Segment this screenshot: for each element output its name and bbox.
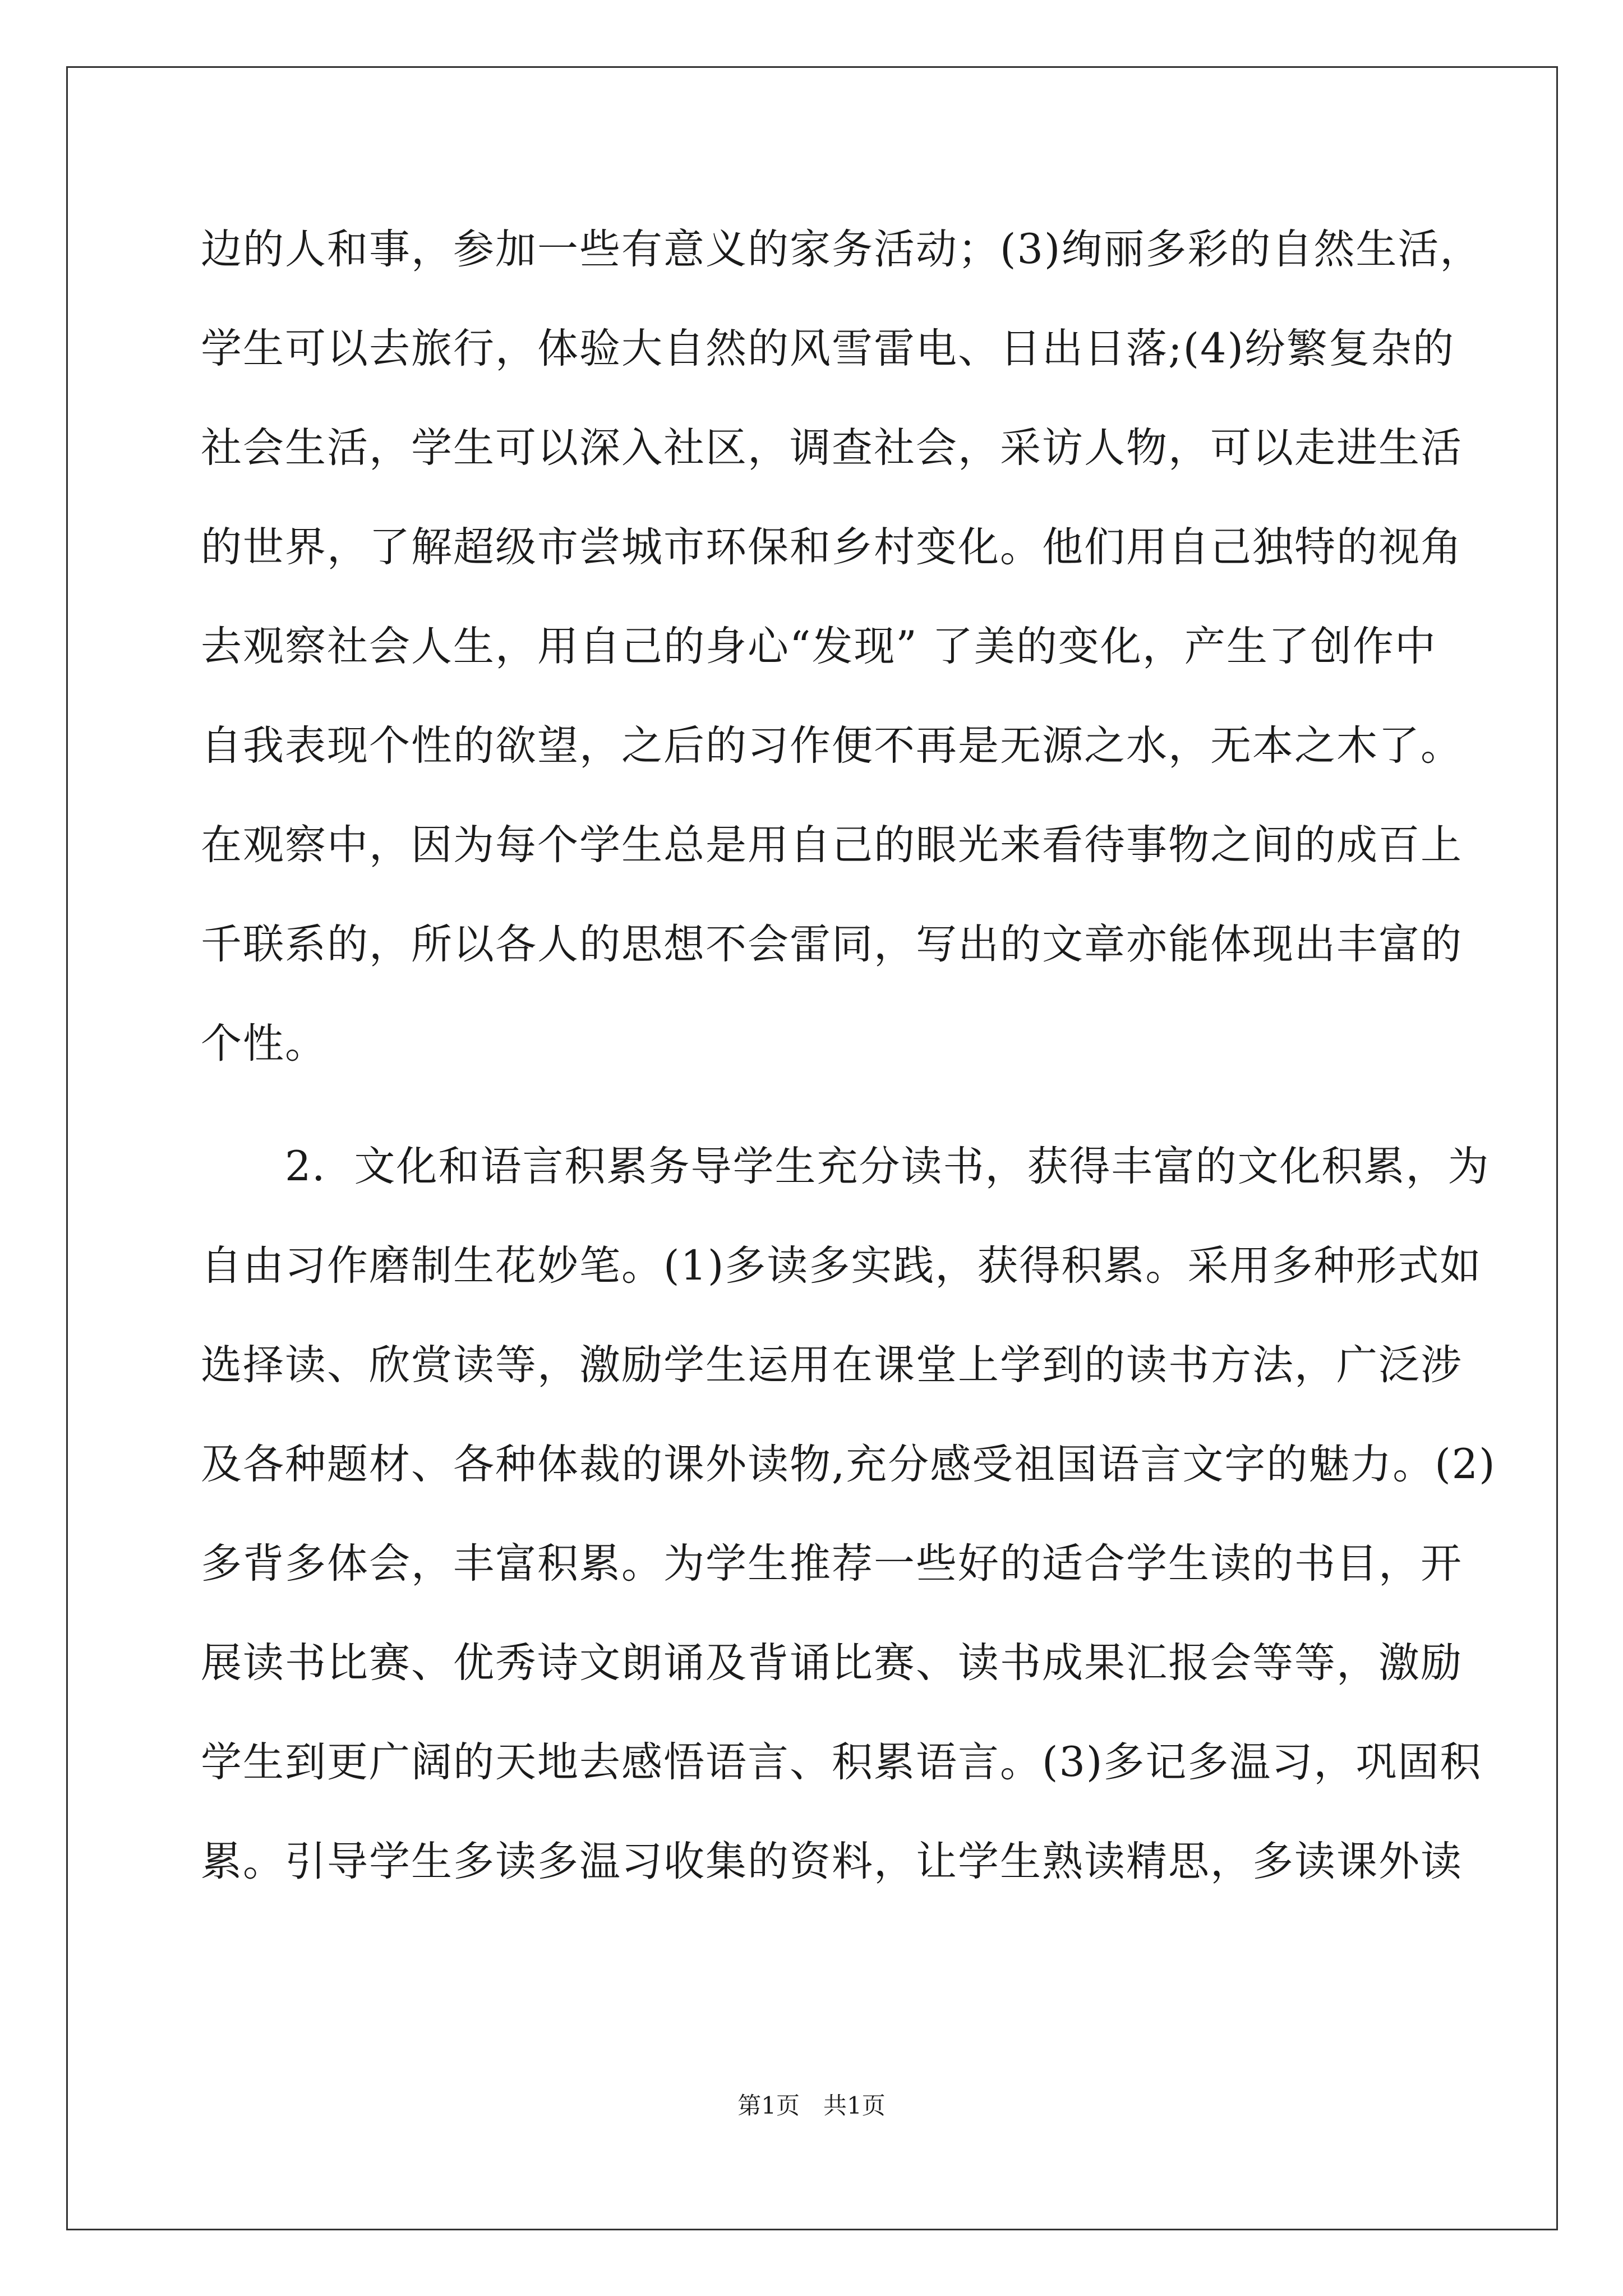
text-line: 去观察社会人生，用自己的身心“发现” 了美的变化，产生了创作中 <box>201 623 1437 670</box>
text-line: 多背多体会，丰富积累。为学生推荐一些好的适合学生读的书目，开 <box>201 1540 1463 1588</box>
page-number-footer: 第1页 共1页 <box>737 2092 886 2119</box>
text-line: 累。引导学生多读多温习收集的资料，让学生熟读精思，多读课外读 <box>201 1838 1463 1885</box>
text-line: 的世界，了解超级市尝城市环保和乡村变化。他们用自己独特的视角 <box>201 523 1463 571</box>
text-line: 千联系的，所以各人的思想不会雷同，写出的文章亦能体现出丰富的 <box>201 921 1463 968</box>
text-line: 学生可以去旅行，体验大自然的风雪雷电、日出日落;(4)纷繁复杂的 <box>201 325 1455 372</box>
text-line: 在观察中，因为每个学生总是用自己的眼光来看待事物之间的成百上 <box>201 821 1463 869</box>
text-line: 个性。 <box>201 1020 327 1068</box>
paragraph-start-line: 2．文化和语言积累务导学生充分读书，获得丰富的文化积累，为 <box>201 1143 1490 1190</box>
text-line: 选择读、欣赏读等，激励学生运用在课堂上学到的读书方法，广泛涉 <box>201 1341 1463 1389</box>
text-line: 及各种题材、各种体裁的课外读物,充分感受祖国语言文字的魅力。(2) <box>201 1441 1496 1488</box>
text-line: 自我表现个性的欲望，之后的习作便不再是无源之水，无本之木了。 <box>201 722 1463 770</box>
text-line: 展读书比赛、优秀诗文朗诵及背诵比赛、读书成果汇报会等等，激励 <box>201 1639 1463 1687</box>
text-line: 学生到更广阔的天地去感悟语言、积累语言。(3)多记多温习，巩固积 <box>201 1738 1482 1786</box>
text-line: 边的人和事，参加一些有意义的家务活动；(3)绚丽多彩的自然生活， <box>201 226 1482 273</box>
text-line: 社会生活，学生可以深入社区，调查社会，采访人物，可以走进生活 <box>201 424 1463 472</box>
text-line: 自由习作磨制生花妙笔。(1)多读多实践，获得积累。采用多种形式如 <box>201 1242 1482 1290</box>
